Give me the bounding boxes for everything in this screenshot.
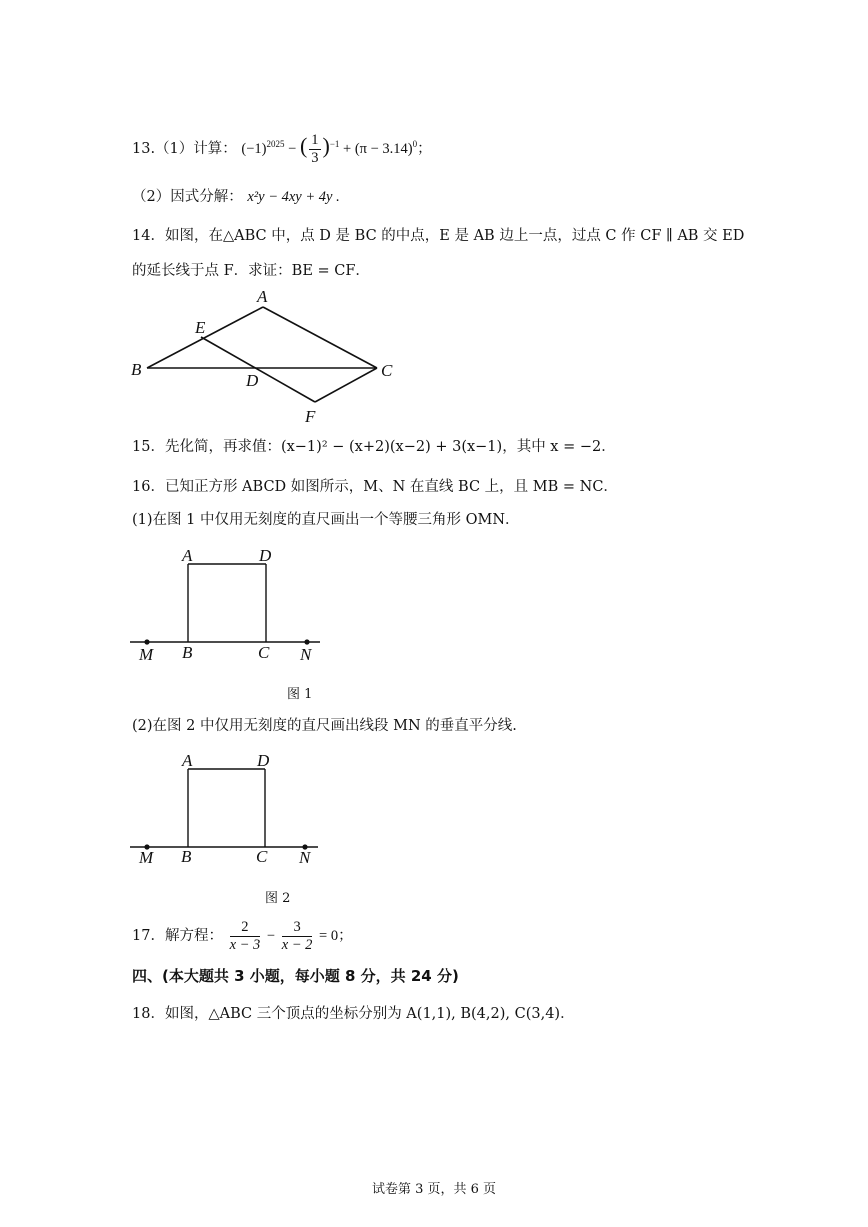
fig1-label-M: M [139,645,154,664]
q14-label-F: F [305,407,316,426]
q14-label-D: D [246,371,259,390]
fig1-label-B: B [182,643,193,662]
fig2-label-B: B [181,847,192,866]
q17-label: 17．解方程： [132,928,223,944]
fig1-caption: 图 1 [287,687,313,702]
q14-label-B: B [131,360,142,379]
q14-label-A: A [257,287,268,306]
fig2-label-N: N [299,848,311,867]
q16-figure1 [125,542,330,667]
fig1-label-N: N [300,645,312,664]
q13-expression: $(-1)^{2025}$ − ( $\frac{1}{3}$ )$^{-1} + (\pi - 3.14)^0$； [241,132,432,166]
fig2-label-C: C [256,847,268,866]
q13-part2 [132,187,340,207]
q17-fraction-2: $\frac{3}{x - 2}$ [281,918,313,953]
q17: 17．解方程： $\frac{2}{x - 3}$ − $\frac{3}{x - 2}$ = 0； [132,918,353,953]
q16-part1: (1)在图 1 中仅用无刻度的直尺画出一个等腰三角形 OMN． [132,512,520,528]
q13-part2-expression: x²y − 4xy + 4y . [247,189,340,205]
q18: 18．如图，△ABC 三个顶点的坐标分别为 A(1,1), B(4,2), C(3,4)． [132,1006,575,1022]
q14-line2: 的延长线于点 F．求证：BE = CF． [132,263,370,279]
q14-line1: 14．如图，在△ABC 中，点 D 是 BC 的中点，E 是 AB 边上一点，过点 C 作 CF ∥ AB 交 ED [132,228,745,244]
page-footer: 试卷第 3 页，共 6 页 [371,1182,497,1197]
fig2-label-D: D [257,751,270,770]
q13-part1 [132,132,432,167]
q14-label-E: E [195,318,206,337]
q16-part2: (2)在图 2 中仅用无刻度的直尺画出线段 MN 的垂直平分线. [132,718,517,734]
fig1-label-D: D [259,546,272,565]
fig1-label-A: A [182,546,193,565]
q16-intro: 16．已知正方形 ABCD 如图所示，M、N 在直线 BC 上，且 MB = NC． [132,479,618,495]
fig2-caption: 图 2 [265,891,291,906]
fig2-label-A: A [182,751,193,770]
fig1-label-C: C [258,643,270,662]
q15: 15．先化简，再求值：(x−1)² − (x+2)(x−2) + 3(x−1)，其中 x = −2． [132,439,616,455]
q14-label-C: C [381,361,393,380]
q14-figure [125,285,425,430]
q13-part1-label: 13.（1）计算： [132,140,237,157]
q17-rhs: = 0； [319,928,353,944]
q17-fraction-1: $\frac{2}{x - 3}$ [229,918,261,953]
q16-figure2 [125,747,330,872]
section4-heading: 四、(本大题共 3 小题，每小题 8 分，共 24 分) [132,967,459,985]
fig2-label-M: M [139,848,154,867]
q13-part2-label: （2）因式分解： [132,189,243,205]
